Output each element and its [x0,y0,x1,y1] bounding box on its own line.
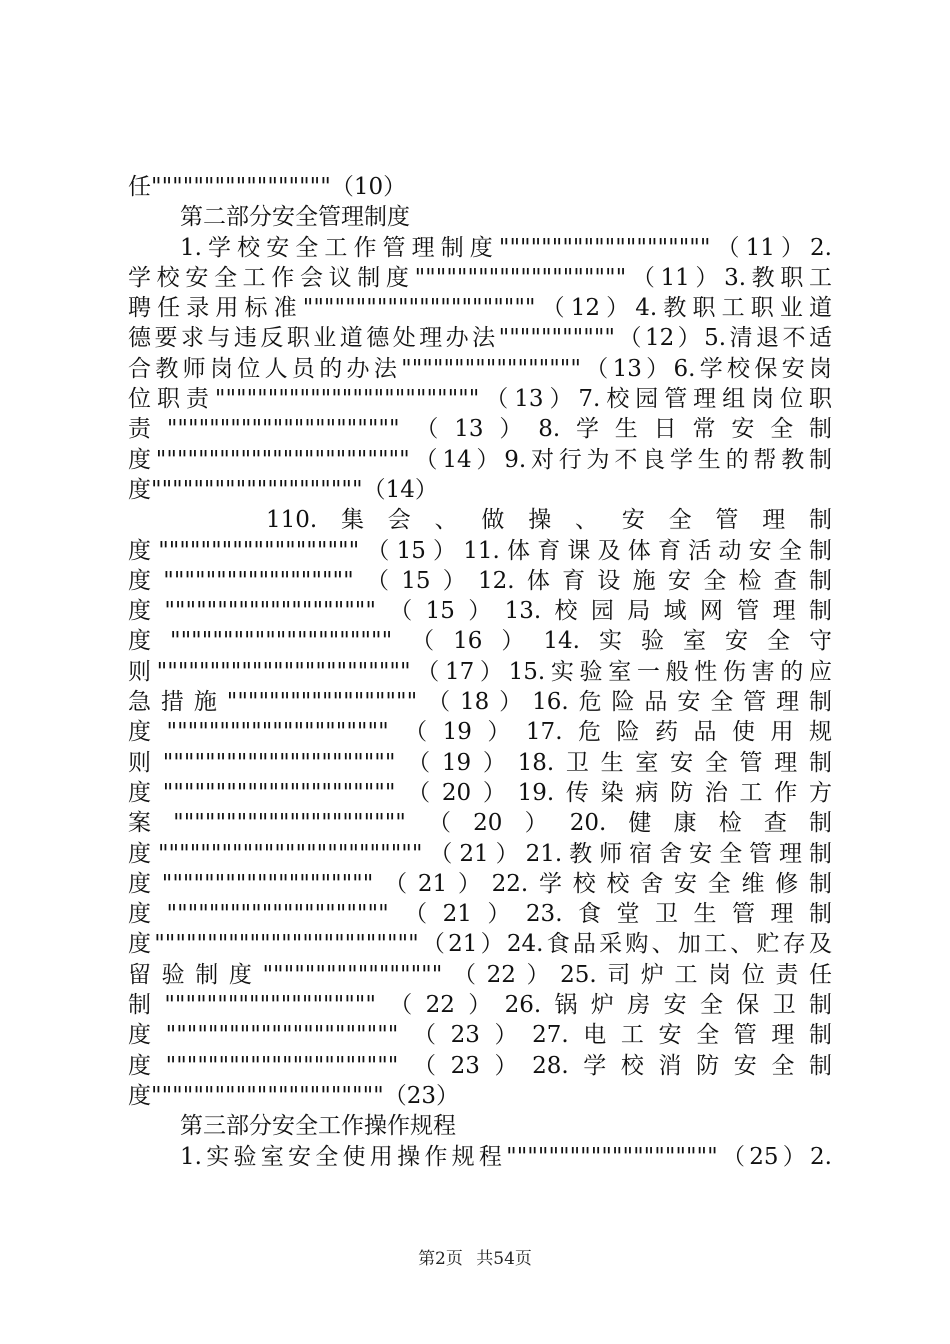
text-line: 合教师岗位人员的办法"""""""""""""""""（13）6.学校保安岗 [128,355,832,382]
text-line: 度""""""""""""""""""""""""（14）9.对行为不良学生的帮教制 [128,446,832,473]
section-heading: 第三部分安全工作操作规程 [180,1113,456,1140]
text-line: 度"""""""""""""""""""""""""（21）24.食品采购、加工、贮存及 [128,931,832,958]
text-line: 急措施""""""""""""""""""（18）16.危险品安全管理制 [128,689,832,716]
document-body [128,172,832,1172]
text-line: 度""""""""""""""""""""（15）13.校园局域网管理制 [128,598,832,625]
text-line: 则""""""""""""""""""""""""（17）15.实验室一般性伤害的应 [128,658,832,685]
text-line: 110.集会、做操、安全管理制 [266,507,832,534]
text-line: 度""""""""""""""""""""""（23） [128,1082,460,1109]
text-line: 度""""""""""""""""""（15）12.体育设施安全检查制 [128,567,832,594]
text-line: 度"""""""""""""""""""（15）11.体育课及体育活动安全制 [128,537,832,564]
page-total: 共54页 [476,1249,532,1269]
text-line: 学校安全工作会议制度""""""""""""""""""""（11）3.教职工 [128,264,832,291]
section-heading: 第二部分安全管理制度 [180,204,410,231]
text-line: 制""""""""""""""""""""（22）26.锅炉房安全保卫制 [128,992,832,1019]
page-number: 第2页 [418,1249,463,1269]
text-line: 度"""""""""""""""""""""（16）14.实验室安全守 [128,628,832,655]
text-line: 1.学校安全工作管理制度""""""""""""""""""""（11）2. [180,234,832,261]
text-line: 度"""""""""""""""""""""""""（21）21.教师宿舍安全管理制 [128,840,832,867]
text-line: 度"""""""""""""""""""""（19）17.危险药品使用规 [128,719,832,746]
text-line: 度""""""""""""""""""""""（23）27.电工安全管理制 [128,1022,832,1049]
text-line: 位职责"""""""""""""""""""""""""（13）7.校园管理组岗位职 [128,386,832,413]
page-footer [0,1244,950,1269]
text-line: 度""""""""""""""""""""""（20）19.传染病防治工作方 [128,779,832,806]
text-line: 度""""""""""""""""""""""（23）28.学校消防安全制 [128,1052,832,1079]
text-line: 任"""""""""""""""""（10） [128,174,407,200]
text-line: 责""""""""""""""""""""""（13）8.学生日常安全制 [128,416,832,443]
text-line: 聘任录用标准""""""""""""""""""""""（12）4.教职工职业道 [128,295,832,322]
text-line: 案""""""""""""""""""""""（20）20.健康检查制 [128,810,832,837]
text-line: 度""""""""""""""""""""（14） [128,476,438,503]
text-line: 留验制度"""""""""""""""""（22）25.司炉工岗位责任 [128,961,832,988]
text-line: 德要求与违反职业道德处理办法"""""""""""（12）5.清退不适 [128,325,832,352]
text-line: 1.实验室安全使用操作规程""""""""""""""""""""（25）2. [180,1143,832,1170]
text-line: 度"""""""""""""""""""""（21）23.食堂卫生管理制 [128,901,832,928]
text-line: 度""""""""""""""""""""（21）22.学校校舍安全维修制 [128,870,832,897]
text-line: 则""""""""""""""""""""""（19）18.卫生室安全管理制 [128,749,832,776]
